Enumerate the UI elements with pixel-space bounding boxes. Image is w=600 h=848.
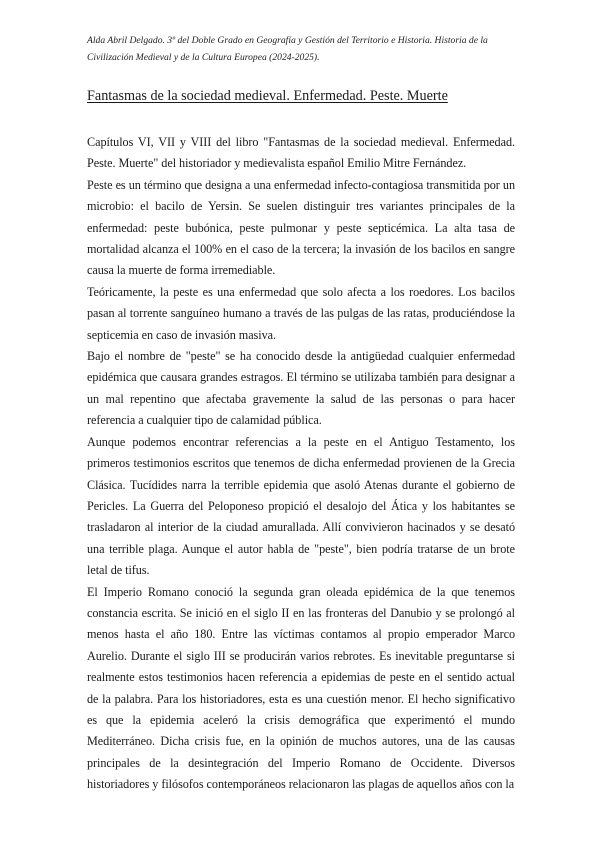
- body-text: [87, 132, 515, 796]
- paragraph-definition: Peste es un término que designa a una enfermedad infecto-contagiosa transmitida por un microbio: el bacilo de Yersin. Se suelen distinguir tres variantes principales de la enfermedad: peste bubónica, peste pulmonar y peste septicémica. La alta tasa de mortalidad alcanza el 100% en el caso de la tercera; la invasión de los bacilos en sangre causa la muerte de forma irremediable.: [87, 177, 515, 278]
- header-note: Alda Abril Delgado. 3º del Doble Grado en Geografía y Gestión del Territorio e Historia. Historia de la Civilización Medieval y de la Cultura Europea (2024-2025).: [87, 35, 488, 63]
- paragraph-rome: El Imperio Romano conoció la segunda gran oleada epidémica de la que tenemos constancia escrita. Se inició en el siglo II en las fronteras del Danubio y se prolongó al menos hasta el año 180. Entre las víctimas contamos al propio emperador Marco Aurelio. Durante el siglo III se producirán varios rebrotes. Es inevitable preguntarse si realmente estos testimonios hacen referencia a epidemias de peste en el sentido actual de la palabra. Para los historiadores, esta es una cuestión menor. El hecho significativo es que la epidemia aceleró la crisis demográfica que experimentó el mundo Mediterráneo. Dicha crisis fue, en la opinión de muchos autores, una de las causas principales de la desintegración del Imperio Romano de Occidente. Diversos historiadores y filósofos contemporáneos relacionaron las plagas de aquellos años con la: [87, 584, 515, 792]
- paragraph-intro: Capítulos VI, VII y VIII del libro "Fantasmas de la sociedad medieval. Enfermedad. Peste. Muerte" del historiador y medievalista español Emilio Mitre Fernández.: [87, 135, 515, 171]
- paragraph-term-usage: Bajo el nombre de "peste" se ha conocido desde la antigüedad cualquier enfermedad epidémica que causara grandes estragos. El término se utilizaba también para designar a un mal repentino que afectaba gravemente la salud de las personas o para hacer referencia a cualquier tipo de calamidad pública.: [87, 349, 515, 428]
- paragraph-greece: Aunque podemos encontrar referencias a la peste en el Antiguo Testamento, los primeros testimonios escritos que tenemos de dicha enfermedad provienen de la Grecia Clásica. Tucídides narra la terrible epidemia que asoló Atenas durante el gobierno de Pericles. La Guerra del Peloponeso propició el desalojo del Ática y los habitantes se trasladaron al interior de la ciudad amurallada. Allí convivieron hacinados y se desató una terrible plaga. Aunque el autor habla de "peste", bien podría tratarse de un brote letal de tifus.: [87, 434, 515, 578]
- paragraph-transmission: Teóricamente, la peste es una enfermedad que solo afecta a los roedores. Los bacilos pasan al torrente sanguíneo humano a través de las pulgas de las ratas, produciéndose la septicemia en caso de invasión masiva.: [87, 284, 515, 342]
- document-title: Fantasmas de la sociedad medieval. Enfermedad. Peste. Muerte: [87, 88, 448, 104]
